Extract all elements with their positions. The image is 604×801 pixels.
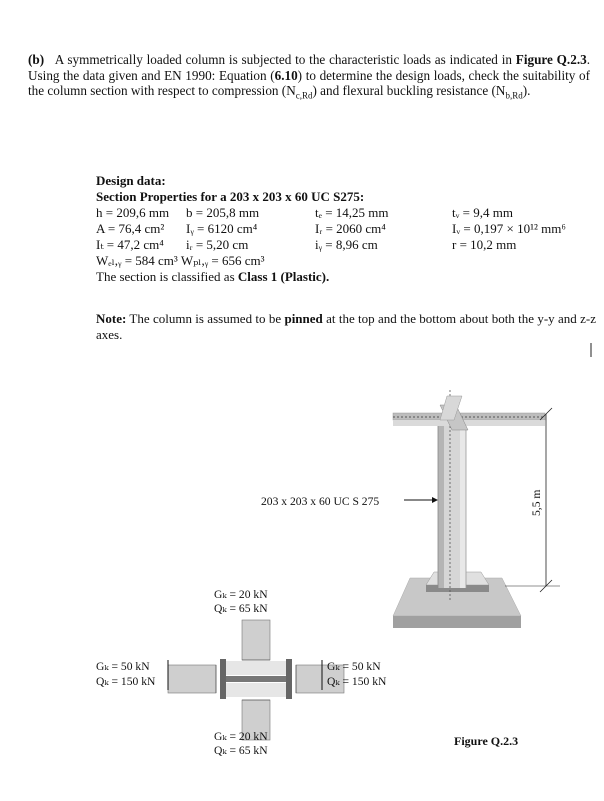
note-text-2: at the top and the bottom about both the y-y and z-z axes. xyxy=(96,311,596,342)
note-pinned: pinned xyxy=(284,311,323,326)
prop-r: r = 10,2 mm xyxy=(452,237,517,252)
section-properties-heading: Section Properties for a 203 x 203 x 60 UC S275: xyxy=(96,189,365,204)
prop-h: h = 209,6 mm xyxy=(96,205,170,220)
bottom-load-gk: Gₖ = 20 kN xyxy=(214,730,268,743)
prop-area: A = 76,4 cm² xyxy=(96,221,165,236)
question-label: (b) xyxy=(28,52,45,67)
subscript-b-rd: b,Rd xyxy=(505,90,523,101)
section-pointer-arrowhead xyxy=(432,497,438,503)
question-text-2: . Using the data given and EN 1990: Equation ( xyxy=(28,52,591,83)
top-beam xyxy=(393,396,545,430)
section-label: 203 x 203 x 60 UC S 275 xyxy=(261,495,380,508)
prop-b: b = 205,8 mm xyxy=(186,205,260,220)
top-load-qk: Qₖ = 65 kN xyxy=(214,602,268,615)
question-text-4: ) and flexural buckling resistance (N xyxy=(312,83,506,99)
subscript-c-rd: c,Rd xyxy=(295,90,313,101)
prop-iz-radius: iᵣ = 5,20 cm xyxy=(186,237,249,252)
question-text-3: ) to determine the design loads, check the suitability of the column section with respect to compression (N xyxy=(28,67,590,99)
prop-iw: Iᵥ = 0,197 × 10¹² mm⁶ xyxy=(452,221,566,236)
right-load-gk: Gₖ = 50 kN xyxy=(327,660,381,673)
left-load-qk: Qₖ = 150 kN xyxy=(96,675,156,688)
design-data-heading: Design data: xyxy=(96,173,166,188)
prop-iz: Iᵣ = 2060 cm⁴ xyxy=(315,221,386,236)
plan-left-beam xyxy=(168,665,216,693)
plan-view xyxy=(168,620,344,740)
question-text-1: A symmetrically loaded column is subjected to the characteristic loads as indicated in xyxy=(54,52,512,67)
figure-caption: Figure Q.2.3 xyxy=(454,734,519,748)
prop-it: Iₜ = 47,2 cm⁴ xyxy=(96,237,164,252)
prop-tw: tᵥ = 9,4 mm xyxy=(452,205,513,220)
class-value: Class 1 (Plastic). xyxy=(237,269,330,284)
prop-iy-radius: iᵧ = 8,96 cm xyxy=(315,237,378,252)
equation-number: 6.10 xyxy=(274,67,298,83)
plan-h-section xyxy=(220,659,292,699)
bottom-load-qk: Qₖ = 65 kN xyxy=(214,744,268,757)
section-moduli: Wₑₗ,ᵧ = 584 cm³ Wₚₗ,ᵧ = 656 cm³ xyxy=(96,253,265,268)
prop-tf: tₑ = 14,25 mm xyxy=(315,205,389,220)
left-load-gk: Gₖ = 50 kN xyxy=(96,660,150,673)
note-label: Note: xyxy=(96,311,127,326)
figure-reference: Figure Q.2.3 xyxy=(515,52,587,67)
class-text: The section is classified as xyxy=(96,269,238,284)
top-load-gk: Gₖ = 20 kN xyxy=(214,588,268,601)
note-text-1: The column is assumed to be xyxy=(126,311,285,326)
right-load-qk: Qₖ = 150 kN xyxy=(327,675,387,688)
question-text-5: ). xyxy=(522,83,531,99)
prop-iy: Iᵧ = 6120 cm⁴ xyxy=(186,221,258,236)
height-label: 5,5 m xyxy=(530,489,543,516)
plan-top-beam xyxy=(242,620,270,660)
